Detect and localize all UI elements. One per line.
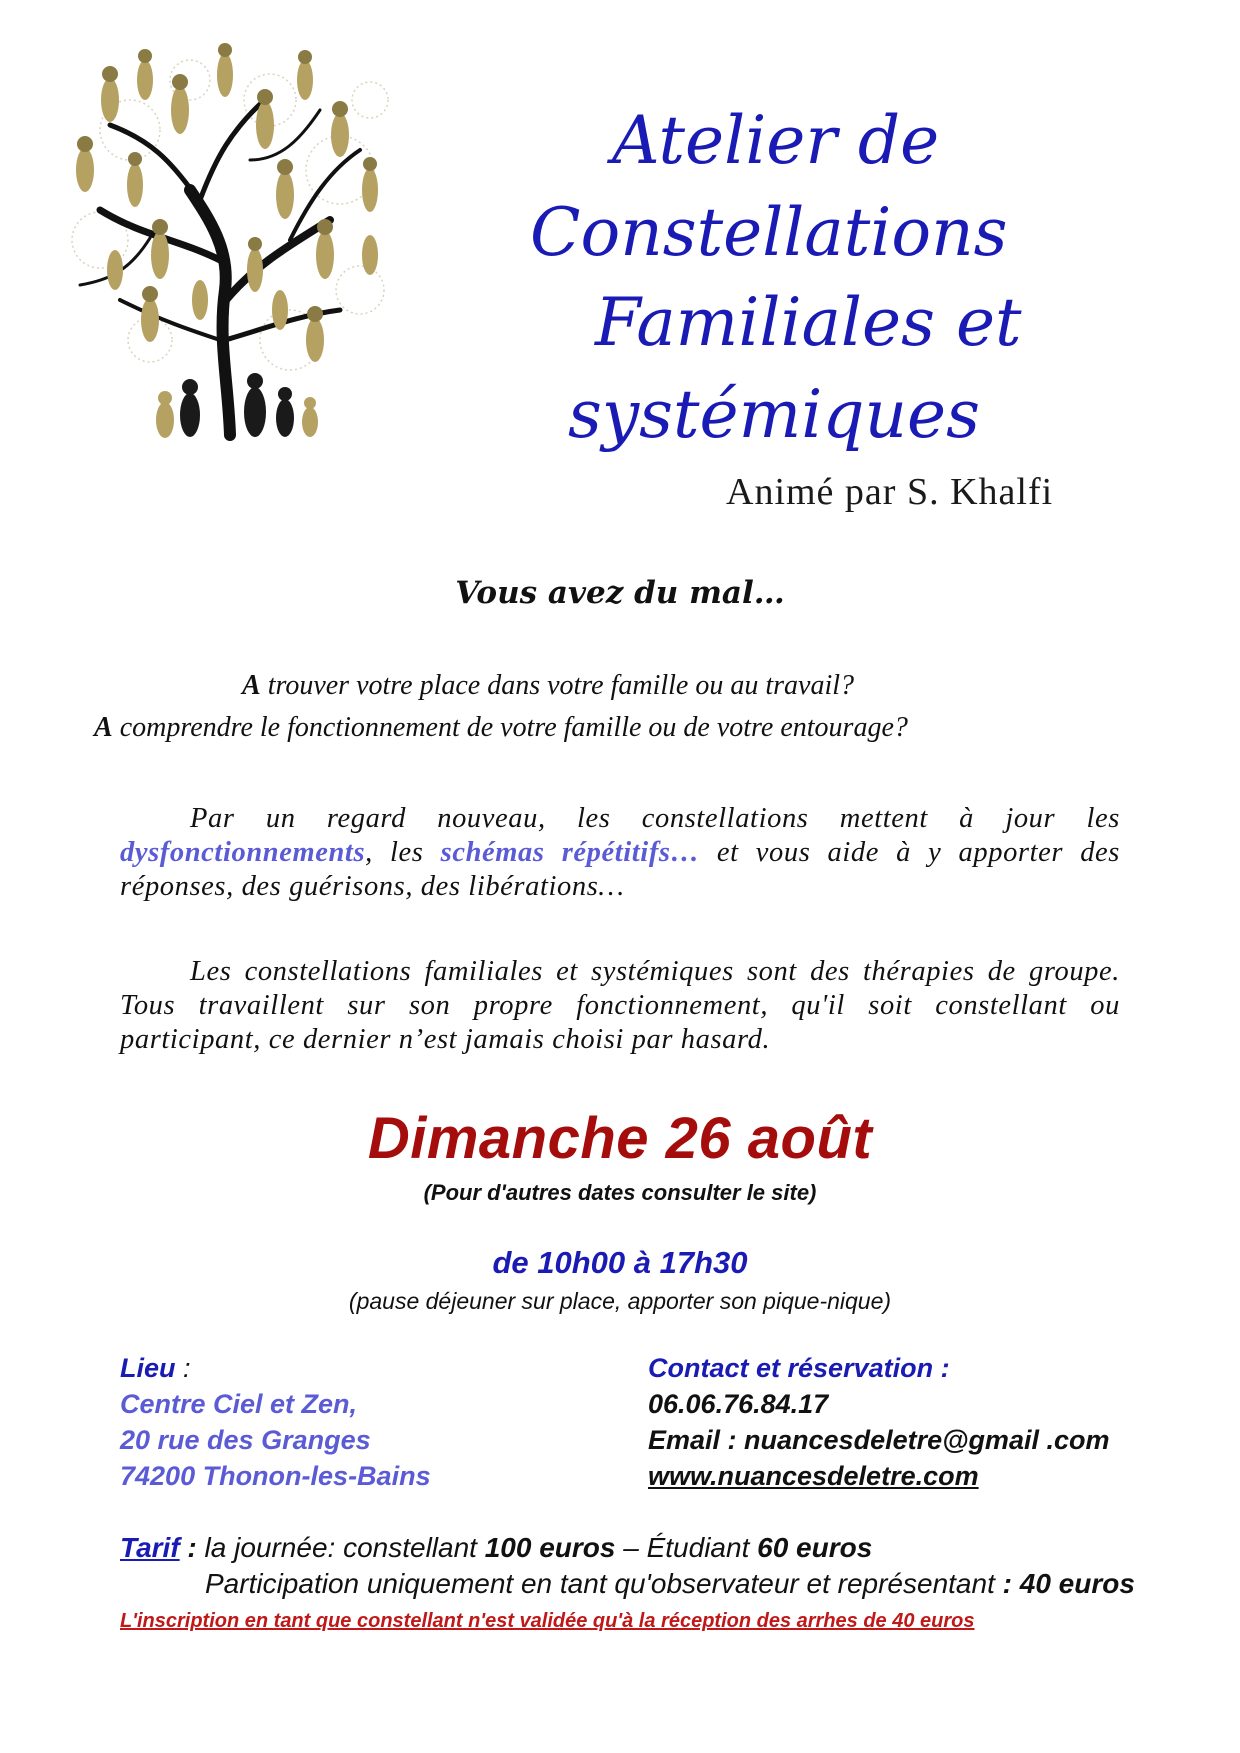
highlight-dysfonctionnements: dysfonctionnements xyxy=(120,837,366,868)
paragraph-2 xyxy=(120,955,1120,1057)
contact-website-link[interactable]: www.nuancesdeletre.com xyxy=(648,1461,979,1491)
title-line-1: Atelier de xyxy=(612,102,940,179)
pricing-dash: – Étudiant xyxy=(615,1532,758,1563)
place-line-2: 20 rue des Granges xyxy=(120,1425,371,1455)
pricing-label: Tarif xyxy=(120,1532,180,1563)
event-hours: de 10h00 à 17h30 xyxy=(492,1245,748,1280)
pricing-observer-text: Participation uniquement en tant qu'observateur et représentant xyxy=(205,1568,1003,1599)
contact-phone[interactable]: 06.06.76.84.17 xyxy=(648,1389,829,1419)
question-1-text: trouver votre place dans votre famille ou au travail? xyxy=(260,670,855,701)
pricing-constellant-price: 100 euros xyxy=(484,1532,616,1563)
place-label: Lieu xyxy=(120,1353,176,1383)
question-2 xyxy=(94,712,908,744)
paragraph-1 xyxy=(120,802,1120,904)
intro-heading: Vous avez du mal… xyxy=(455,575,785,611)
paragraph-2-text: Les constellations familiales et systémiques sont des thérapies de groupe. Tous travaillent sur son propre fonctionnement, qu'il soit constellant ou participant, ce dernier n’est jamais choisi par hasard. xyxy=(120,956,1120,1055)
highlight-schemas: schémas répétitifs… xyxy=(440,837,700,868)
title-line-3: Familiales et xyxy=(595,284,1022,361)
pricing-line-1 xyxy=(120,1530,872,1566)
contact-block xyxy=(648,1350,1109,1494)
paragraph-1-before: Par un regard nouveau, les constellations mettent à jour les xyxy=(190,803,1120,834)
family-tree-illustration xyxy=(40,40,410,450)
event-date: Dimanche 26 août xyxy=(367,1106,873,1171)
place-block xyxy=(120,1350,431,1494)
pricing-warning: L'inscription en tant que constellant n'est validée qu'à la réception des arrhes de 40 euros xyxy=(120,1610,975,1632)
animator-credit: Animé par S. Khalfi xyxy=(726,471,1054,513)
question-2-lead: A xyxy=(94,712,113,743)
contact-email[interactable]: Email : nuancesdeletre@gmail .com xyxy=(648,1425,1110,1455)
pricing-day-text: la journée: constellant xyxy=(204,1532,485,1563)
paragraph-1-after: et vous aide à y apporter des réponses, des guérisons, des libérations… xyxy=(120,837,1120,902)
question-2-text: comprendre le fonctionnement de votre famille ou de votre entourage? xyxy=(112,712,908,743)
question-1-lead: A xyxy=(242,670,261,701)
event-hours-note: (pause déjeuner sur place, apporter son pique-nique) xyxy=(348,1288,892,1314)
place-line-1: Centre Ciel et Zen, xyxy=(120,1389,358,1419)
title-line-4: systémiques xyxy=(568,376,980,453)
place-colon: : xyxy=(175,1353,191,1383)
event-date-note: (Pour d'autres dates consulter le site) xyxy=(423,1180,817,1205)
title-line-2: Constellations xyxy=(530,194,1008,271)
pricing-sep: : xyxy=(179,1532,205,1563)
paragraph-1-mid: , les xyxy=(365,837,441,868)
pricing-student-price: 60 euros xyxy=(757,1532,873,1563)
pricing-observer-price: : 40 euros xyxy=(1002,1568,1135,1599)
place-line-3: 74200 Thonon-les-Bains xyxy=(120,1461,431,1491)
contact-label: Contact et réservation : xyxy=(648,1353,950,1383)
question-1 xyxy=(242,670,854,702)
pricing-line-2 xyxy=(205,1568,1135,1600)
